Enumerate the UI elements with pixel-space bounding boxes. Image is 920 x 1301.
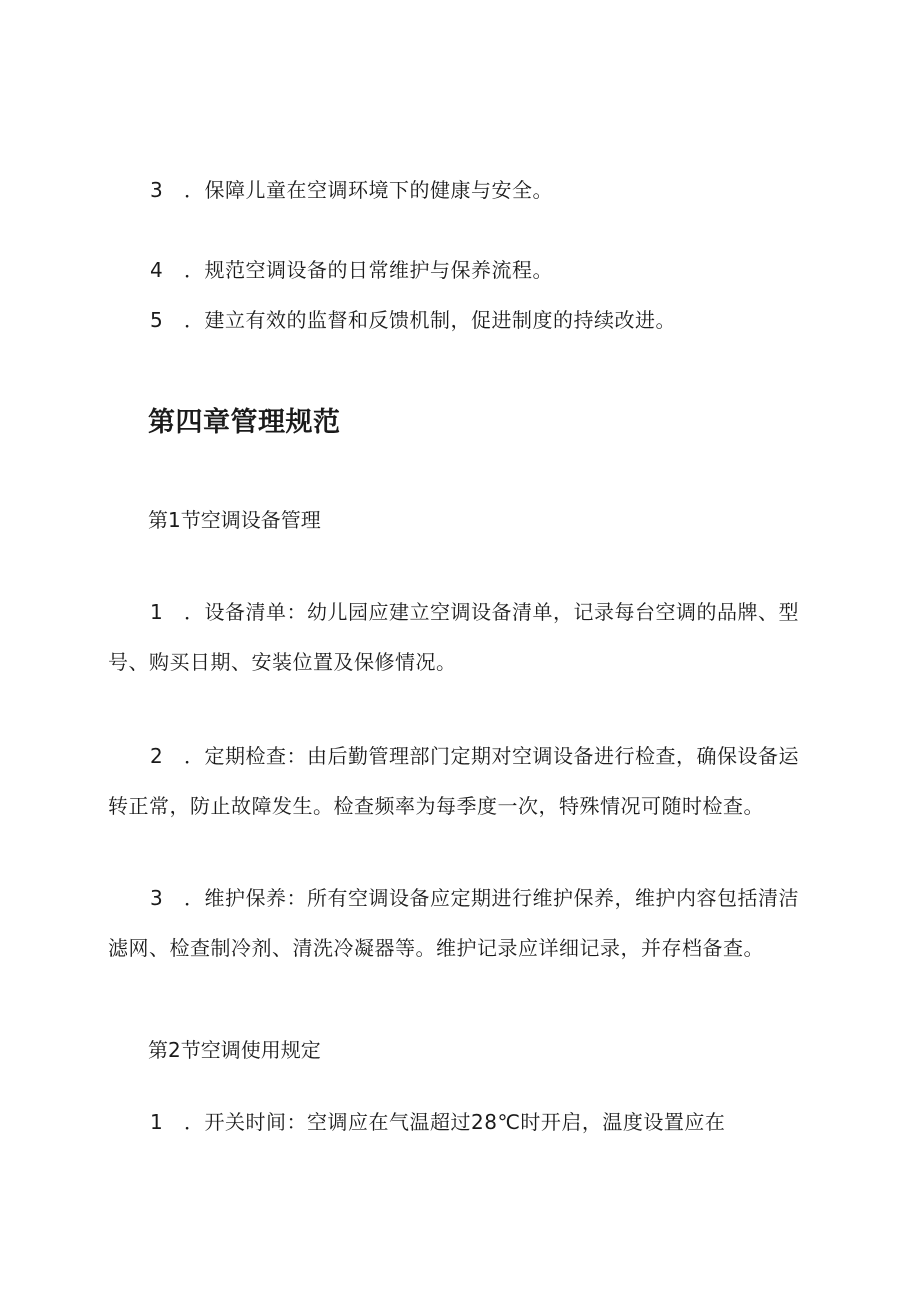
goal-item-5: 5 ．建立有效的监督和反馈机制，促进制度的持续改进。 — [150, 308, 676, 332]
chapter-title: 第四章管理规范 — [148, 407, 341, 438]
section-2-title: 第2节空调使用规定 — [148, 1038, 321, 1062]
document-page: 3 ．保障儿童在空调环境下的健康与安全。 4 ．规范空调设备的日常维护与保养流程。 5 ．建立有效的监督和反馈机制，促进制度的持续改进。 第四章管理规范 第1节空调设备管理 1 ．设备清单：幼儿园应建立空调设备清单，记录每台空调的品牌、型 号、购买日期、安装位置及保修情况。 2 ．定期检查：由后勤管理部门定期对空调设备进行检查，确保设备运 转正常，防止故障发生。检查频率为每季度一次，特殊情况可随时检查。 3 ．维护保养：所有空调设备应定期进行维护保养，维护内容包括清洁 滤网、检查制冷剂、清洗冷凝器等。维护记录应详细记录，并存档备查。 第2节空调使用规定 1 ．开关时间：空调应在气温超过28℃时开启，温度设置应在 — [108, 178, 799, 1134]
goal-item-4: 4 ．规范空调设备的日常维护与保养流程。 — [150, 258, 553, 282]
goal-item-3: 3 ．保障儿童在空调环境下的健康与安全。 — [150, 178, 553, 202]
section-1-title: 第1节空调设备管理 — [148, 508, 321, 532]
